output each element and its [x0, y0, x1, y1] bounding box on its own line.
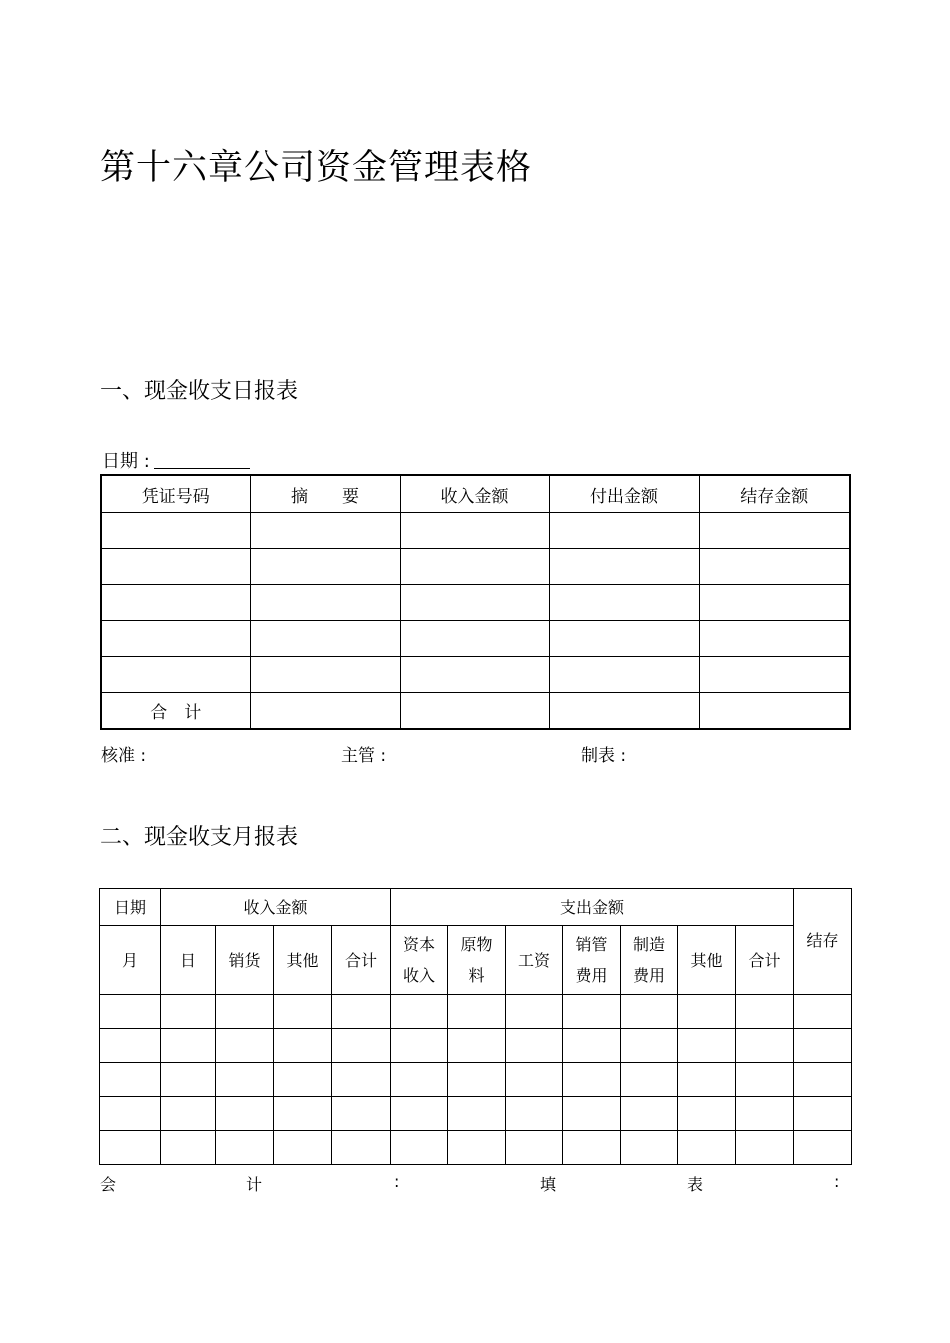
- table-cell[interactable]: [563, 1097, 621, 1131]
- table-cell[interactable]: [794, 1063, 852, 1097]
- table-cell[interactable]: [506, 1131, 563, 1165]
- approver-signature-label: 核准 :: [101, 746, 147, 766]
- preparer-colon: :: [834, 1172, 840, 1191]
- table-cell[interactable]: [101, 585, 250, 621]
- date-label: 日期 :: [102, 451, 150, 472]
- table-cell[interactable]: [391, 1063, 448, 1097]
- preparer-label-part: 表: [687, 1175, 704, 1194]
- table-cell[interactable]: [448, 995, 506, 1029]
- table-cell[interactable]: [274, 1097, 332, 1131]
- table-cell[interactable]: [332, 1063, 391, 1097]
- table-cell[interactable]: [216, 995, 274, 1029]
- table-cell[interactable]: [506, 1063, 563, 1097]
- table-cell[interactable]: [621, 1063, 678, 1097]
- table-cell[interactable]: [400, 585, 549, 621]
- section-heading-monthly-report: 二、现金收支月报表: [100, 825, 299, 850]
- month-header: 月: [100, 926, 161, 995]
- table-cell[interactable]: [400, 657, 549, 693]
- table-cell[interactable]: [274, 995, 332, 1029]
- table-cell[interactable]: [332, 995, 391, 1029]
- table-cell[interactable]: [678, 1131, 736, 1165]
- table-cell[interactable]: [100, 1131, 161, 1165]
- table-cell[interactable]: [448, 1063, 506, 1097]
- selling-expense-header: 销管 费用: [563, 926, 621, 995]
- table-cell[interactable]: [101, 621, 250, 657]
- table-cell[interactable]: [216, 1063, 274, 1097]
- daily-cash-report-table: [100, 474, 851, 730]
- table-row: [100, 1131, 852, 1165]
- total-row: [101, 693, 850, 730]
- table-row: [101, 657, 850, 693]
- manufacturing-expense-header: 制造 费用: [621, 926, 678, 995]
- accountant-label-part: 计: [246, 1175, 263, 1194]
- sales-header: 销货: [216, 926, 274, 995]
- day-header: 日: [161, 926, 216, 995]
- table-cell[interactable]: [216, 1131, 274, 1165]
- table-cell[interactable]: [621, 995, 678, 1029]
- table-cell[interactable]: [678, 1063, 736, 1097]
- table-cell[interactable]: [161, 1063, 216, 1097]
- table-cell[interactable]: [101, 657, 250, 693]
- table-cell[interactable]: [699, 585, 850, 621]
- table-cell[interactable]: [250, 621, 400, 657]
- table-row: [101, 621, 850, 657]
- table-cell[interactable]: [161, 1097, 216, 1131]
- total-label: 合 计: [101, 693, 250, 730]
- preparer-signature-label: 制表 :: [581, 746, 627, 766]
- table-cell[interactable]: [549, 693, 699, 730]
- table-row: [101, 513, 850, 549]
- table-cell[interactable]: [699, 657, 850, 693]
- table-row: [100, 1029, 852, 1063]
- table-header-row: [100, 889, 852, 926]
- wages-header: 工资: [506, 926, 563, 995]
- table-cell[interactable]: [400, 693, 549, 730]
- table-cell[interactable]: [621, 1097, 678, 1131]
- table-cell[interactable]: [250, 657, 400, 693]
- table-cell[interactable]: [621, 1029, 678, 1063]
- table-cell[interactable]: [391, 1131, 448, 1165]
- table-cell[interactable]: [161, 1029, 216, 1063]
- supervisor-signature-label: 主管 :: [341, 746, 387, 766]
- table-cell[interactable]: [736, 1097, 794, 1131]
- table-cell[interactable]: [400, 621, 549, 657]
- table-cell[interactable]: [506, 1029, 563, 1063]
- monthly-cash-report-table: [99, 888, 852, 1165]
- table-cell[interactable]: [391, 1097, 448, 1131]
- table-cell[interactable]: [100, 1063, 161, 1097]
- table-cell[interactable]: [216, 1029, 274, 1063]
- table-cell[interactable]: [699, 693, 850, 730]
- table-cell[interactable]: [400, 549, 549, 585]
- table-cell[interactable]: [549, 621, 699, 657]
- table-cell[interactable]: [563, 1063, 621, 1097]
- table-cell[interactable]: [621, 1131, 678, 1165]
- table-cell[interactable]: [549, 657, 699, 693]
- table-cell[interactable]: [563, 1131, 621, 1165]
- table-cell[interactable]: [101, 549, 250, 585]
- table-cell[interactable]: [448, 1029, 506, 1063]
- table-cell[interactable]: [332, 1097, 391, 1131]
- table-cell[interactable]: [563, 1029, 621, 1063]
- section-heading-daily-report: 一、现金收支日报表: [100, 379, 299, 404]
- date-blank-line[interactable]: [154, 450, 250, 469]
- table-row: [101, 549, 850, 585]
- table-cell[interactable]: [794, 1097, 852, 1131]
- table-cell[interactable]: [250, 585, 400, 621]
- table-cell[interactable]: [448, 1097, 506, 1131]
- table-header-row: [101, 475, 850, 513]
- date-header: 日期: [100, 889, 161, 926]
- table-cell[interactable]: [549, 549, 699, 585]
- table-row: [100, 1097, 852, 1131]
- table-cell[interactable]: [332, 1131, 391, 1165]
- table-cell[interactable]: [250, 549, 400, 585]
- table-cell[interactable]: [549, 585, 699, 621]
- table-row: [100, 995, 852, 1029]
- column-header: 收入金额: [400, 475, 549, 513]
- table-cell[interactable]: [250, 513, 400, 549]
- income-header: 收入金额: [161, 889, 391, 926]
- table-cell[interactable]: [400, 513, 549, 549]
- table-cell[interactable]: [678, 1097, 736, 1131]
- page-title: 第十六章公司资金管理表格: [100, 148, 533, 188]
- table-cell[interactable]: [794, 995, 852, 1029]
- table-cell[interactable]: [563, 995, 621, 1029]
- table-cell[interactable]: [794, 1131, 852, 1165]
- table-cell[interactable]: [678, 1029, 736, 1063]
- table-cell[interactable]: [274, 1029, 332, 1063]
- table-cell[interactable]: [736, 1131, 794, 1165]
- table-cell[interactable]: [250, 693, 400, 730]
- table-row: [100, 1063, 852, 1097]
- capital-income-header: 资本 收入: [391, 926, 448, 995]
- preparer-label-part: 填: [540, 1175, 557, 1194]
- table-cell[interactable]: [678, 995, 736, 1029]
- table-cell[interactable]: [736, 995, 794, 1029]
- expense-total-header: 合计: [736, 926, 794, 995]
- table-cell[interactable]: [736, 1063, 794, 1097]
- expense-other-header: 其他: [678, 926, 736, 995]
- table-cell[interactable]: [274, 1063, 332, 1097]
- table-subheader-row: [100, 926, 852, 995]
- table-cell[interactable]: [161, 995, 216, 1029]
- table-cell[interactable]: [391, 995, 448, 1029]
- table-cell[interactable]: [332, 1029, 391, 1063]
- accountant-colon: :: [394, 1172, 400, 1191]
- table-cell[interactable]: [736, 1029, 794, 1063]
- balance-header: 结存: [794, 889, 852, 995]
- table-cell[interactable]: [100, 995, 161, 1029]
- table-row: [101, 585, 850, 621]
- table-cell[interactable]: [699, 549, 850, 585]
- table-cell[interactable]: [506, 995, 563, 1029]
- income-total-header: 合计: [332, 926, 391, 995]
- date-field: [102, 447, 250, 473]
- table-cell[interactable]: [448, 1131, 506, 1165]
- table-cell[interactable]: [391, 1029, 448, 1063]
- table-cell[interactable]: [100, 1029, 161, 1063]
- table-cell[interactable]: [161, 1131, 216, 1165]
- table-cell[interactable]: [699, 621, 850, 657]
- raw-material-header: 原物 料: [448, 926, 506, 995]
- table-cell[interactable]: [506, 1097, 563, 1131]
- table-cell[interactable]: [699, 513, 850, 549]
- table-cell[interactable]: [549, 513, 699, 549]
- expense-header: 支出金额: [391, 889, 794, 926]
- column-header: 结存金额: [699, 475, 850, 513]
- accountant-label-part: 会: [100, 1175, 117, 1194]
- income-other-header: 其他: [274, 926, 332, 995]
- column-header: 凭证号码: [101, 475, 250, 513]
- table-cell[interactable]: [100, 1097, 161, 1131]
- table-cell[interactable]: [794, 1029, 852, 1063]
- table-cell[interactable]: [101, 513, 250, 549]
- table-cell[interactable]: [274, 1131, 332, 1165]
- table-cell[interactable]: [216, 1097, 274, 1131]
- column-header: 摘 要: [250, 475, 400, 513]
- column-header: 付出金额: [549, 475, 699, 513]
